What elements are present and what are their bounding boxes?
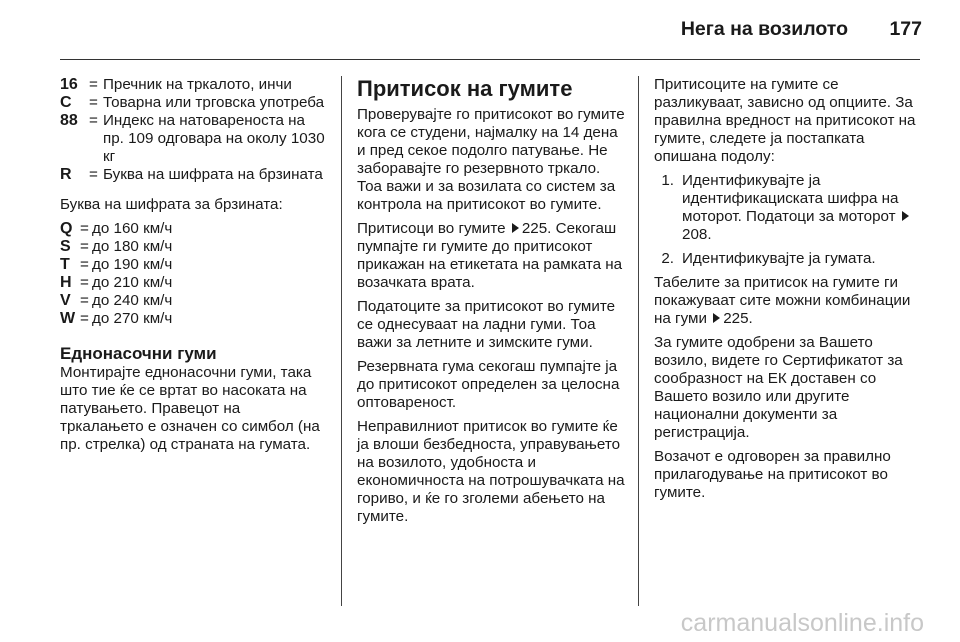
procedure-steps <box>654 172 924 268</box>
definition-row <box>60 166 328 184</box>
speed-row <box>60 274 328 292</box>
speed-value: до 240 км/ч <box>92 292 173 309</box>
page-header <box>0 0 960 60</box>
column-left <box>60 76 328 460</box>
page-number: 177 <box>889 18 922 40</box>
definition-row <box>60 76 328 94</box>
speed-value: до 160 км/ч <box>92 220 173 237</box>
speed-row <box>60 220 328 238</box>
definition-equals: = <box>89 112 98 129</box>
speed-value: до 270 км/ч <box>92 310 173 327</box>
paragraph: Притисоците на гумите се разликуваат, зависно од опциите. За правилна вредност на притисокот на гумите, следете ја постапката опишана подолу: <box>654 76 916 165</box>
definition-equals: = <box>89 166 98 183</box>
speed-equals: = <box>80 256 89 273</box>
page-title: Нега на возилото <box>680 18 848 40</box>
watermark: carmanualsonline.info <box>680 609 924 637</box>
paragraph: Возачот е одговорен за правилно прилагодување на притисокот во гумите. <box>654 448 891 501</box>
definition-value: Буква на шифрата на брзината <box>103 166 323 183</box>
paragraph: Податоците за притисокот во гумите се однесуваат на ладни гуми. Тоа важи за летните и зимските гуми. <box>357 298 616 351</box>
tire-code-definitions <box>60 76 328 184</box>
column-divider-2 <box>638 76 639 606</box>
definition-key: R <box>60 166 72 183</box>
text: Идентификувајте ја идентификациската шифра на моторот. Податоци за моторот <box>682 172 899 225</box>
speed-equals: = <box>80 274 89 291</box>
definition-value: Индекс на натовареноста на пр. 109 одговара на околу 1030 кг <box>103 112 325 165</box>
step-text: Идентификувајте ја гумата. <box>682 250 876 267</box>
step-number: 2. <box>661 250 674 267</box>
paragraph <box>357 220 625 292</box>
text: Табелите за притисок на гумите ги покажуваат сите можни комбинации на гуми <box>654 274 911 327</box>
procedure-step <box>654 172 924 244</box>
speed-row <box>60 238 328 256</box>
page-reference-arrow-icon <box>713 313 720 323</box>
speed-row <box>60 292 328 310</box>
speed-code-intro: Буква на шифрата за брзината: <box>60 196 283 213</box>
speed-equals: = <box>80 310 89 327</box>
definition-row <box>60 94 328 112</box>
step-number: 1. <box>661 172 674 189</box>
spacer <box>60 328 328 344</box>
speed-equals: = <box>80 220 89 237</box>
speed-equals: = <box>80 238 89 255</box>
speed-key: W <box>60 310 76 327</box>
page-reference-arrow-icon <box>902 211 909 221</box>
page-reference-link[interactable]: 225. <box>521 220 552 237</box>
directional-tires-heading: Еднонасочни гуми <box>60 344 217 363</box>
paragraph <box>654 274 924 328</box>
speed-row <box>60 256 328 274</box>
definition-equals: = <box>89 94 98 111</box>
speed-value: до 190 км/ч <box>92 256 173 273</box>
column-right <box>654 76 924 508</box>
tire-pressure-heading: Притисок на гумите <box>357 76 573 101</box>
paragraph: Неправилниот притисок во гумите ќе ја влоши безбедноста, управувањето на возилото, удобноста и економичноста на потрошувачката на гориво, и ќе го зголеми абењето на гумите. <box>357 418 625 525</box>
speed-code-list <box>60 220 328 328</box>
speed-key: Q <box>60 220 73 237</box>
definition-row <box>60 112 328 166</box>
paragraph: Проверувајте го притисокот во гумите кога се студени, најмалку на 14 дена и пред секое подолго патување. Не заборавајте го резервното тркало. Тоа важи и за возилата со систем за контрола на притисокот во гумите. <box>357 106 625 213</box>
directional-tires-text: Монтирајте еднонасочни гуми, така што тие ќе се вртат во насоката на патувањето. Правецот на тркалањето е означен со симбол (на пр. стрелка) од страната на гумата. <box>60 364 320 453</box>
page-reference-link[interactable]: 208. <box>682 226 712 243</box>
speed-value: до 180 км/ч <box>92 238 173 255</box>
spacer <box>60 184 328 196</box>
speed-key: H <box>60 274 72 291</box>
speed-key: V <box>60 292 71 309</box>
definition-key: C <box>60 94 72 111</box>
definition-key: 16 <box>60 76 78 93</box>
paragraph: Резервната гума секогаш пумпајте ја до притисокот определен за целосна оптовареност. <box>357 358 620 411</box>
definition-equals: = <box>89 76 98 93</box>
speed-row <box>60 310 328 328</box>
speed-key: T <box>60 256 70 273</box>
definition-key: 88 <box>60 112 78 129</box>
header-divider <box>60 59 920 60</box>
speed-value: до 210 км/ч <box>92 274 173 291</box>
paragraph: За гумите одобрени за Вашето возило, видете го Сертификатот за сообразност на ЕК доставен со Вашето возило или другите национални документи за регистрација. <box>654 334 903 441</box>
procedure-step <box>654 250 924 268</box>
column-divider-1 <box>341 76 342 606</box>
speed-key: S <box>60 238 71 255</box>
speed-equals: = <box>80 292 89 309</box>
definition-value: Пречник на тркалото, инчи <box>103 76 292 93</box>
column-middle <box>357 76 625 532</box>
text: Секогаш пумпајте ги гумите до притисокот прикажан на етикетата на рамката на возачката врата. <box>357 220 623 291</box>
definition-value: Товарна или трговска употреба <box>103 94 325 111</box>
step-text <box>682 172 924 244</box>
page-reference-link[interactable]: 225. <box>723 310 753 327</box>
text: Притисоци во гумите <box>357 220 506 237</box>
page-reference-arrow-icon <box>512 223 519 233</box>
